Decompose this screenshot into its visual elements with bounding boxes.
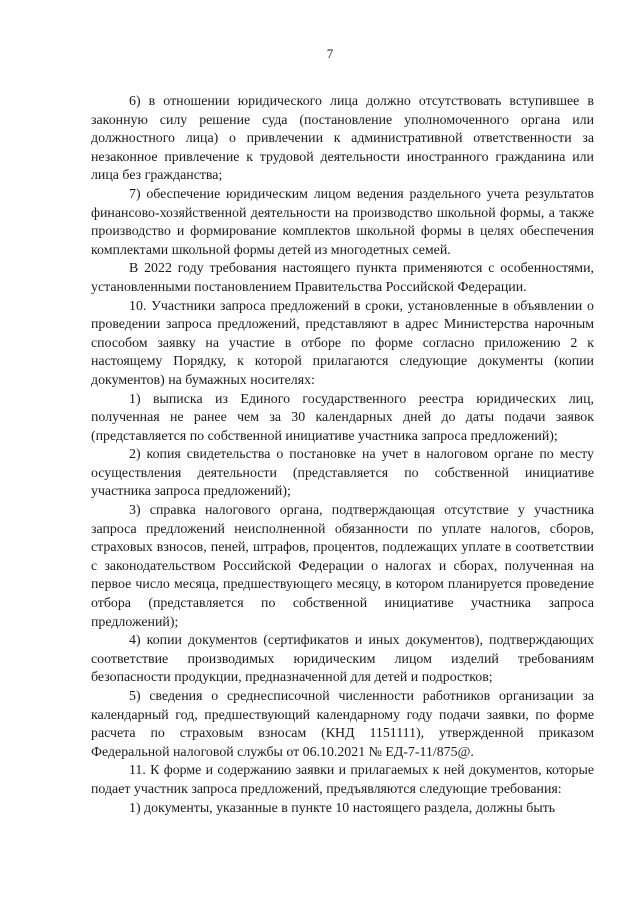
paragraph-doc-1: 1) выписка из Единого государственного реестра юридических лиц, полученная не ранее чем за 30 календарных дней до даты подачи заявок (представляется по собственной инициативе участника запроса предложений); xyxy=(91,391,594,444)
paragraph-item-7: 7) обеспечение юридическим лицом ведения раздельного учета результатов финансово-хозяйственной деятельности на производство школьной формы, а также производство и формирование комплектов школьной формы в целях обеспечения комплектами школьной формы детей из многодетных семей. xyxy=(91,186,594,258)
paragraph-section-11: 11. К форме и содержанию заявки и прилагаемых к ней документов, которые подает участник запроса предложений, предъявляются следующие требования: xyxy=(91,763,594,797)
document-body xyxy=(91,93,594,818)
paragraph-doc-2: 2) копия свидетельства о постановке на учет в налоговом органе по месту осуществления деятельности (представляется по собственной инициативе участника запроса предложений); xyxy=(91,447,594,500)
paragraph-2022-note: В 2022 году требования настоящего пункта применяются с особенностями, установленными постановлением Правительства Российской Федерации. xyxy=(91,261,594,295)
paragraph-doc-3: 3) справка налогового органа, подтверждающая отсутствие у участника запроса предложений неисполненной обязанности по уплате налогов, сборов, страховых взносов, пеней, штрафов, процентов, подлежащих уплате в соответствии с законодательством Российской Федерации о налогах и сборах, полученная на первое число месяца, предшествующего месяцу, в котором планируется проведение отбора (представляется по собственной инициативе участника запроса предложений); xyxy=(91,503,594,630)
paragraph-req-1: 1) документы, указанные в пункте 10 настоящего раздела, должны быть xyxy=(129,800,556,816)
paragraph-section-10: 10. Участники запроса предложений в сроки, установленные в объявлении о проведении запроса предложений, представляют в адрес Министерства нарочным способом заявку на участие в отборе по форме согласно приложению 2 к настоящему Порядку, к которой прилагаются следующие документы (копии документов) на бумажных носителях: xyxy=(91,298,594,388)
paragraph-doc-4: 4) копии документов (сертификатов и иных документов), подтверждающих соответствие производимых юридическим лицом изделий требованиям безопасности продукции, предназначенной для детей и подростков; xyxy=(91,633,594,686)
paragraph-item-6: 6) в отношении юридического лица должно отсутствовать вступившее в законную силу решение суда (постановление уполномоченного органа или должностного лица) о привлечении к административной ответственности за незаконное привлечение к трудовой деятельности иностранного гражданина или лица без гражданства; xyxy=(91,94,594,184)
paragraph-doc-5: 5) сведения о среднесписочной численности работников организации за календарный год, предшествующий календарному году подачи заявки, по форме расчета по страховым взносам (КНД 1151111), утвержденной приказом Федеральной налоговой службы от 06.10.2021 № ЕД-7-11/875@. xyxy=(91,689,594,760)
page-number: 7 xyxy=(326,46,334,61)
